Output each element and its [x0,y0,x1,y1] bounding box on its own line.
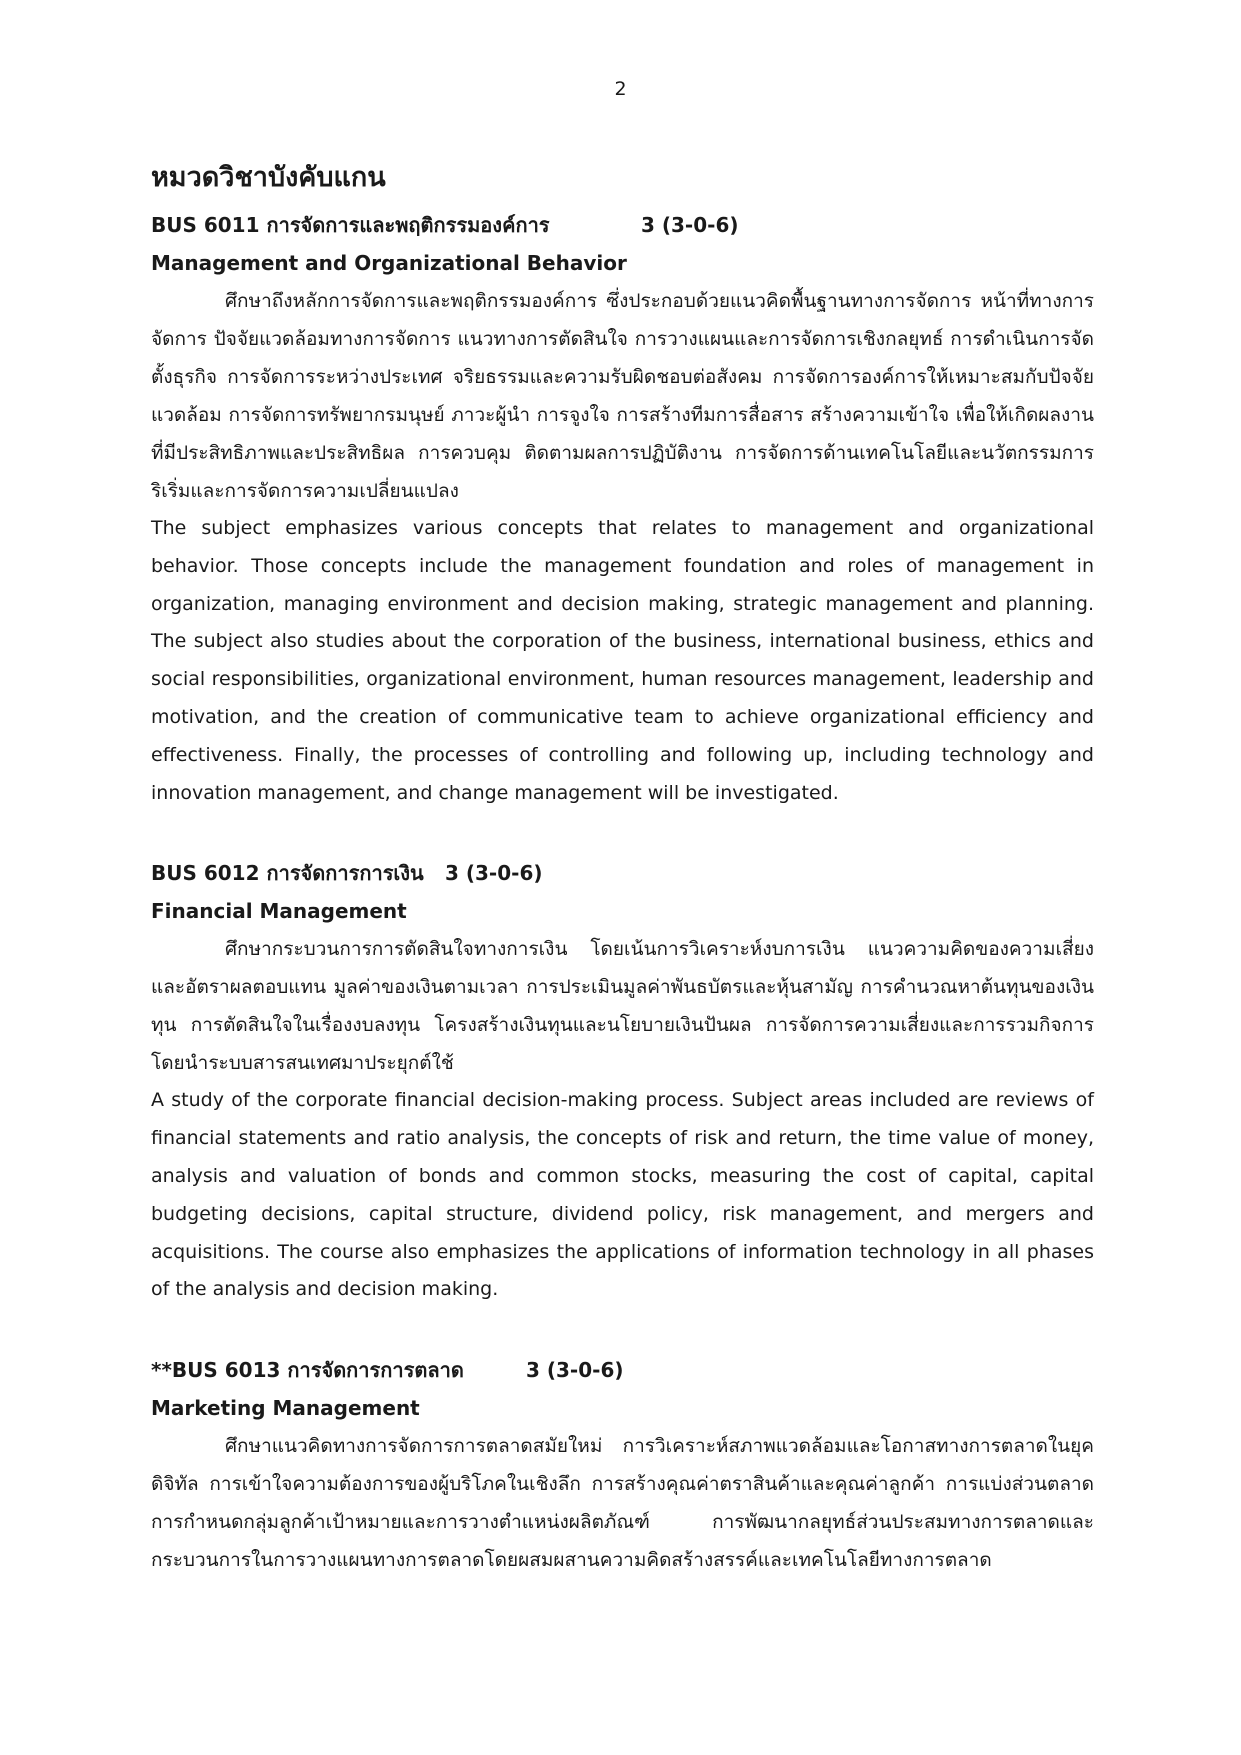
course-heading [151,854,1094,892]
course-description-thai: ศึกษาถึงหลักการจัดการและพฤติกรรมองค์การ ซึ่งประกอบด้วยแนวคิดพื้นฐานทางการจัดการ หน้าที่ทางการจัดการ ปัจจัยแวดล้อมทางการจัดการ แนวทางการตัดสินใจ การวางแผนและการจัดการเชิงกลยุทธ์ การดำเนินการจัดตั้งธุรกิจ การจัดการระหว่างประเทศ จริยธรรมและความรับผิดชอบต่อสังคม การจัดการองค์การให้เหมาะสมกับปัจจัยแวดล้อม การจัดการทรัพยากรมนุษย์ ภาวะผู้นำ การจูงใจ การสร้างทีมการสื่อสาร สร้างความเข้าใจ เพื่อให้เกิดผลงานที่มีประสิทธิภาพและประสิทธิผล การควบคุม ติดตามผลการปฏิบัติงาน การจัดการด้านเทคโนโลยีและนวัตกรรมการริเริ่มและการจัดการความเปลี่ยนแปลง [151,290,1094,502]
course-heading [151,1351,1094,1389]
course-credits: 3 (3-0-6) [445,861,543,886]
course-code-title: BUS 6011 การจัดการและพฤติกรรมองค์การ [151,213,550,237]
course-description-thai: ศึกษากระบวนการการตัดสินใจทางการเงิน โดยเน้นการวิเคราะห์งบการเงิน แนวความคิดของความเสี่ยงและอัตราผลตอบแทน มูลค่าของเงินตามเวลา การประเมินมูลค่าพันธบัตรและหุ้นสามัญ การคำนวณหาต้นทุนของเงินทุน การตัดสินใจในเรื่องงบลงทุน โครงสร้างเงินทุนและนโยบายเงินปันผล การจัดการความเสี่ยงและการรวมกิจการโดยนำระบบสารสนเทศมาประยุกต์ใช้ [151,938,1094,1075]
course-block-bus6011 [151,206,1094,812]
course-heading [151,206,1094,244]
section-title: หมวดวิชาบังคับแกน [151,162,386,193]
course-description-thai: ศึกษาแนวคิดทางการจัดการการตลาดสมัยใหม่ การวิเคราะห์สภาพแวดล้อมและโอกาสทางการตลาดในยุคดิจิทัล การเข้าใจความต้องการของผู้บริโภคในเชิงลึก การสร้างคุณค่าตราสินค้าและคุณค่าลูกค้า การแบ่งส่วนตลาด การกำหนดกลุ่มลูกค้าเป้าหมายและการวางตำแหน่งผลิตภัณฑ์ การพัฒนากลยุทธ์ส่วนประสมทางการตลาดและกระบวนการในการวางแผนทางการตลาดโดยผสมผสานความคิดสร้างสรรค์และเทคโนโลยีทางการตลาด [151,1435,1094,1572]
course-code-title: BUS 6012 การจัดการการเงิน [151,861,424,886]
course-description-english: The subject emphasizes various concepts that relates to management and organizational behavior. Those concepts include the management foundation and roles of management in organization, managing environment and decision making, strategic management and planning. The subject also studies about the corporation of the business, international business, ethics and social responsibilities, organizational environment, human resources management, leadership and motivation, and the creation of communicative team to achieve organizational efficiency and effectiveness. Finally, the processes of controlling and following up, including technology and innovation management, and change management will be investigated. [151,517,1094,804]
course-title-english: Management and Organizational Behavior [151,251,627,275]
course-credits: 3 (3-0-6) [641,213,739,237]
course-block-bus6013 [151,1351,1094,1579]
course-title-english: Marketing Management [151,1396,420,1421]
course-description-english: A study of the corporate financial decision-making process. Subject areas included are reviews of financial statements and ratio analysis, the concepts of risk and return, the time value of money, analysis and valuation of bonds and common stocks, measuring the cost of capital, capital budgeting decisions, capital structure, dividend policy, risk management, and mergers and acquisitions. The course also emphasizes the applications of information technology in all phases of the analysis and decision making. [151,1089,1094,1301]
document-body [151,160,1094,1621]
page-number: 2 [614,78,627,100]
course-block-bus6012 [151,854,1094,1309]
course-credits: 3 (3-0-6) [526,1358,624,1383]
course-title-english: Financial Management [151,899,407,924]
course-code-title: **BUS 6013 การจัดการการตลาด [151,1358,464,1383]
